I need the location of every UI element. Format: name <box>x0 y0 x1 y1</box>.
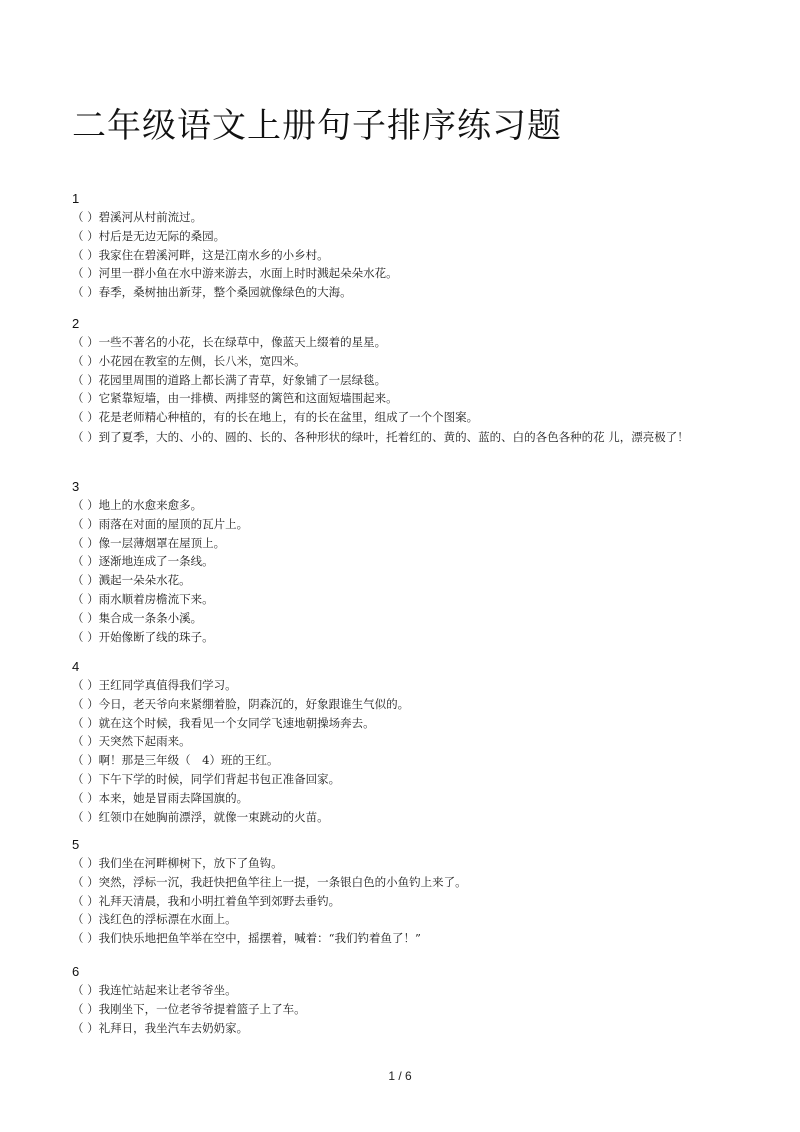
exercise-item: （ ）它紧靠短墙，由一排横、两排竖的篱笆和这面短墙围起来。 <box>72 391 398 406</box>
exercise-item: （ ）地上的水愈来愈多。 <box>72 498 203 512</box>
exercise-item: （ ）礼拜日，我坐汽车去奶奶家。 <box>72 1020 249 1035</box>
exercise-item: （ ）村后是无边无际的桑园。 <box>72 228 226 243</box>
exercise-item: （ ）河里一群小鱼在水中游来游去，水面上时时溅起朵朵水花。 <box>72 266 398 281</box>
exercise-item: （ ）突然，浮标一沉，我赶快把鱼竿往上一提，一条银白色的小鱼钓上来了。 <box>72 874 467 889</box>
exercise-item: （ ）逐渐地连成了一条线。 <box>72 554 214 569</box>
exercise-item: （ ）溅起一朵朵水花。 <box>72 573 191 588</box>
exercise-section-1 <box>72 190 712 302</box>
exercise-item: （ ）小花园在教室的左侧，长八米，宽四米。 <box>72 353 306 368</box>
exercise-item: （ ）一些不著名的小花，长在绿草中，像蓝天上缀着的星星。 <box>72 335 387 349</box>
exercise-item: （ ）本来，她是冒雨去降国旗的。 <box>72 790 249 805</box>
exercise-item: （ ）浅红色的浮标漂在水面上。 <box>72 912 237 927</box>
exercise-section-6 <box>72 963 712 1037</box>
exercise-section-2 <box>72 315 712 447</box>
exercise-item: （ ）花园里周围的道路上都长满了青草，好象铺了一层绿毯。 <box>72 372 387 387</box>
exercise-item: （ ）就在这个时候，我看见一个女同学飞速地朝操场奔去。 <box>72 715 375 730</box>
exercise-section-3 <box>72 478 712 646</box>
section-number: 3 <box>72 479 80 494</box>
exercise-item: （ ）花是老师精心种植的，有的长在地上，有的长在盆里，组成了一个个图案。 <box>72 410 479 425</box>
section-number: 4 <box>72 659 80 674</box>
exercise-item: （ ）下午下学的时候，同学们背起书包正准备回家。 <box>72 771 341 786</box>
exercise-item: （ ）啊！那是三年级（ 4）班的王红。 <box>72 753 279 768</box>
section-number: 1 <box>72 191 80 206</box>
exercise-item: （ ）天突然下起雨来。 <box>72 734 191 749</box>
exercise-item: （ ）雨水顺着房檐流下来。 <box>72 591 214 606</box>
exercise-item: （ ）开始像断了线的珠子。 <box>72 629 214 644</box>
exercise-item: （ ）春季，桑树抽出新芽，整个桑园就像绿色的大海。 <box>72 285 352 300</box>
section-number: 6 <box>72 964 80 979</box>
exercise-item: （ ）我刚坐下，一位老爷爷提着篮子上了车。 <box>72 1001 306 1016</box>
exercise-item: （ ）王红同学真值得我们学习。 <box>72 678 237 692</box>
page-title: 二年级语文上册句子排序练习题 <box>72 106 562 146</box>
section-number: 2 <box>72 316 80 331</box>
exercise-item: （ ）我们快乐地把鱼竿举在空中，摇摆着，喊着：“我们钓着鱼了！” <box>72 931 421 946</box>
exercise-item: （ ）像一层薄烟罩在屋顶上。 <box>72 535 226 550</box>
exercise-section-4 <box>72 658 712 826</box>
exercise-item: （ ）我连忙站起来让老爷爷坐。 <box>72 983 237 997</box>
exercise-item: （ ）到了夏季，大的、小的、圆的、长的、各种形状的绿叶，托着红的、黄的、蓝的、白的各色各种的花 儿，漂亮极了！ <box>72 429 689 444</box>
section-number: 5 <box>72 837 80 852</box>
exercise-item: （ ）碧溪河从村前流过。 <box>72 210 203 224</box>
page-indicator: 1 / 6 <box>388 1069 412 1083</box>
exercise-item: （ ）集合成一条条小溪。 <box>72 610 203 625</box>
exercise-item: （ ）我家住在碧溪河畔，这是江南水乡的小乡村。 <box>72 247 329 262</box>
exercise-item: （ ）我们坐在河畔柳树下，放下了鱼钩。 <box>72 856 283 870</box>
exercise-item: （ ）今日，老天爷向来紧绷着脸，阴森沉的，好象跟谁生气似的。 <box>72 696 410 711</box>
exercise-item: （ ）红领巾在她胸前漂浮，就像一束跳动的火苗。 <box>72 809 329 824</box>
exercise-item: （ ）礼拜天清晨，我和小明扛着鱼竿到郊野去垂钓。 <box>72 893 341 908</box>
exercise-item: （ ）雨落在对面的屋顶的瓦片上。 <box>72 516 249 531</box>
exercise-section-5 <box>72 836 712 948</box>
